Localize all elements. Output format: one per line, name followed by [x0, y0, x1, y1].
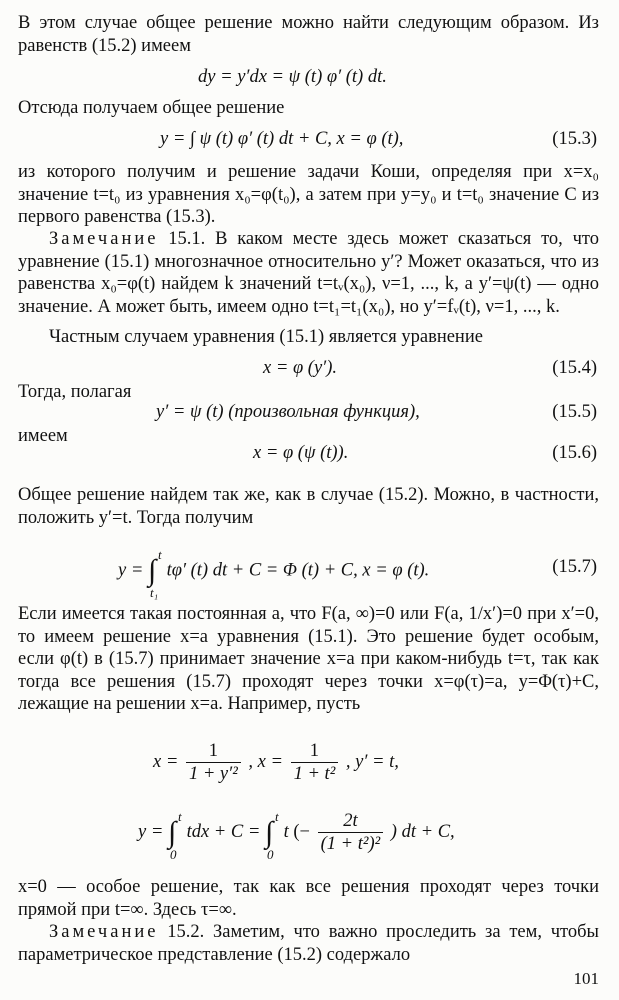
ex2-mid: tdx + C = [186, 821, 261, 842]
page-number: 101 [573, 969, 599, 988]
paragraph-same-way: Общее решение найдем так же, как в случае (15.2). Можно, в частности, положить y′=t. Тогда получим [18, 485, 599, 528]
ex2-lhs: y = [138, 821, 164, 842]
equation-number-15-3: (15.3) [552, 129, 597, 149]
label-then-setting: Тогда, полагая [18, 382, 132, 402]
paragraph-remark-15-2 [18, 921, 599, 966]
remark-15-2-text: 15.2. Заметим, что важно проследить за тем, чтобы параметрическое представление (15.2) содержало [18, 922, 599, 965]
ex2-t: t [283, 821, 289, 842]
integral-sign-ex2a: ∫ t 0 [167, 808, 182, 862]
equation-number-15-4: (15.4) [552, 358, 597, 378]
fraction-1-over-1-plus-t-sq: $\frac{1}{\text{1 + t²}}$ [291, 740, 339, 785]
equation-15-6-text: x = φ (ψ (t)). [253, 443, 349, 463]
eq157-rhs: tφ′ (t) dt + C = Φ (t) + C, x = φ (t). [166, 560, 430, 581]
equation-dy-text: dy = y′dx = ψ (t) φ′ (t) dt. [198, 67, 387, 87]
example-equation-2 [18, 810, 599, 860]
remark-15-2-heading: Замечание [49, 922, 159, 942]
fraction-2t-over-1-plus-t-sq-sq: $\frac{2t}{\text{(1 + t²)²}}$ [318, 810, 384, 855]
paragraph-remark-15-1 [18, 228, 599, 318]
equation-15-5-text: y′ = ψ (t) (произвольная функция), [156, 402, 420, 422]
paragraph-intro: В этом случае общее решение можно найти следующим образом. Из равенств (15.2) имеем [18, 13, 599, 56]
equation-15-3-text: y = ∫ ψ (t) φ′ (t) dt + C, x = φ (t), [160, 129, 404, 149]
remark-15-1-heading: Замечание [49, 229, 159, 249]
integral-upper-limit: t [157, 547, 162, 562]
integral-sign: ∫ t t₁ [147, 547, 162, 600]
equation-15-4 [18, 357, 599, 381]
equation-15-3 [18, 128, 599, 152]
paragraph-cauchy: из которого получим и решение задачи Коши, определяя при x=x₀ значение t=t₀ из уравнения x₀=φ(t₀), а затем при y=y₀ и t=t₀ значение C из первого равенства (15.3). [18, 162, 599, 228]
equation-15-4-text: x = φ (y′). [263, 358, 338, 378]
equation-number-15-7: (15.7) [552, 557, 597, 577]
paragraph-general-solution: Отсюда получаем общее решение [18, 98, 285, 118]
equation-number-15-6: (15.6) [552, 443, 597, 463]
equation-15-6 [18, 442, 599, 466]
fraction-1-over-1-plus-yprime-sq: $\frac{1}{\text{1 + y′²}}$ [186, 740, 241, 785]
paragraph-special-solution-note: x=0 — особое решение, так как все решения проходят через точки прямой при t=∞. Здесь τ=∞. [18, 877, 599, 920]
integral-sign-ex2b: ∫ t 0 [265, 808, 279, 862]
equation-15-7 [18, 546, 599, 600]
equation-dy [18, 66, 599, 90]
paragraph-singular-solution: Если имеется такая постоянная a, что F(a, ∞)=0 или F(a, 1/x′)=0 при x′=0, то имеем решение x=a уравнения (15.1). Это решение будет особым, если φ(t) в (15.7) принимает значение x=a при каком-нибудь t=τ, так как тогда все решения (15.7) проходят через точки x=φ(τ)=a, y=Φ(τ)+C, лежащие на решении x=a. Например, пусть [18, 604, 599, 715]
eq157-lhs: y = [118, 560, 144, 581]
ex2-open-paren: (− [293, 821, 310, 842]
example-equation-1 [18, 740, 599, 790]
integral-lower-limit: t₁ [149, 585, 159, 600]
ex1-rhs: , y′ = t, [345, 751, 399, 772]
paragraph-special-case: Частным случаем уравнения (15.1) является уравнение [49, 327, 483, 347]
equation-number-15-5: (15.5) [552, 402, 597, 422]
ex2-rhs: ) dt + C, [390, 821, 455, 842]
label-we-have: имеем [18, 426, 68, 446]
ex1-mid: , x = [248, 751, 283, 772]
ex1-lhs: x = [153, 751, 179, 772]
equation-15-5 [18, 401, 599, 425]
remark-15-1-text: 15.1. В каком месте здесь может сказаться то, что уравнение (15.1) многозначное относительно y′? Может оказаться, что из равенства x₀=φ(t) найдем k значений t=tᵥ(x₀), ν=1, ..., k, а y′=ψ(t) — одно значение. А может быть, имеем одно t=t₁=t₁(x₀), но y′=fᵥ(t), ν=1, ..., k. [18, 229, 599, 317]
